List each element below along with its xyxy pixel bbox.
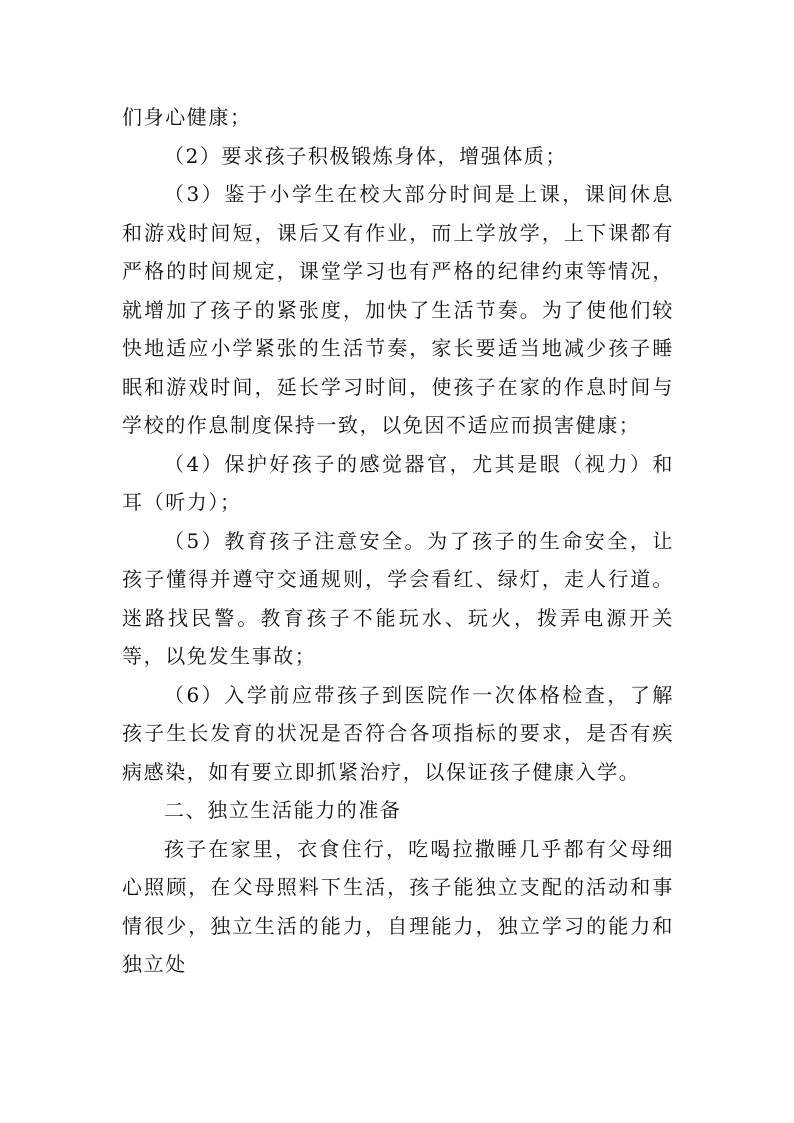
paragraph-continuation: 们身心健康； bbox=[122, 105, 252, 129]
paragraph-item-5: （5）教育孩子注意安全。为了孩子的生命安全，让孩子懂得并遵守交通规则，学会看红、绿灯，走人行道。迷路找民警。教育孩子不能玩水、玩火，拨弄电源开关等，以免发生事故； bbox=[122, 528, 674, 668]
document-body bbox=[122, 98, 674, 984]
section-heading: 二、独立生活能力的准备 bbox=[164, 798, 402, 822]
paragraph-item-4: （4）保护好孩子的感觉器官，尤其是眼（视力）和耳（听力）； bbox=[122, 451, 674, 514]
paragraph-item-2: （2）要求孩子积极锻炼身体，增强体质； bbox=[164, 143, 568, 168]
paragraph-item-3: （3）鉴于小学生在校大部分时间是上课，课间休息和游戏时间短，课后又有作业，而上学放学，上下课都有严格的时间规定，课堂学习也有严格的纪律约束等情况，就增加了孩子的紧张度，加快了生活节奏。为了使他们较快地适应小学紧张的生活节奏，家长要适当地减少孩子睡眠和游戏时间，延长学习时间，使孩子在家的作息时间与学校的作息制度保持一致，以免因不适应而损害健康； bbox=[122, 182, 674, 437]
paragraph-section-body: 孩子在家里，衣食住行，吃喝拉撒睡几乎都有父母细心照顾，在父母照料下生活，孩子能独立支配的活动和事情很少，独立生活的能力，自理能力，独立学习的能力和独立处 bbox=[122, 836, 674, 976]
paragraph-item-6: （6）入学前应带孩子到医院作一次体格检查，了解孩子生长发育的状况是否符合各项指标的要求，是否有疾病感染，如有要立即抓紧治疗，以保证孩子健康入学。 bbox=[122, 682, 674, 784]
